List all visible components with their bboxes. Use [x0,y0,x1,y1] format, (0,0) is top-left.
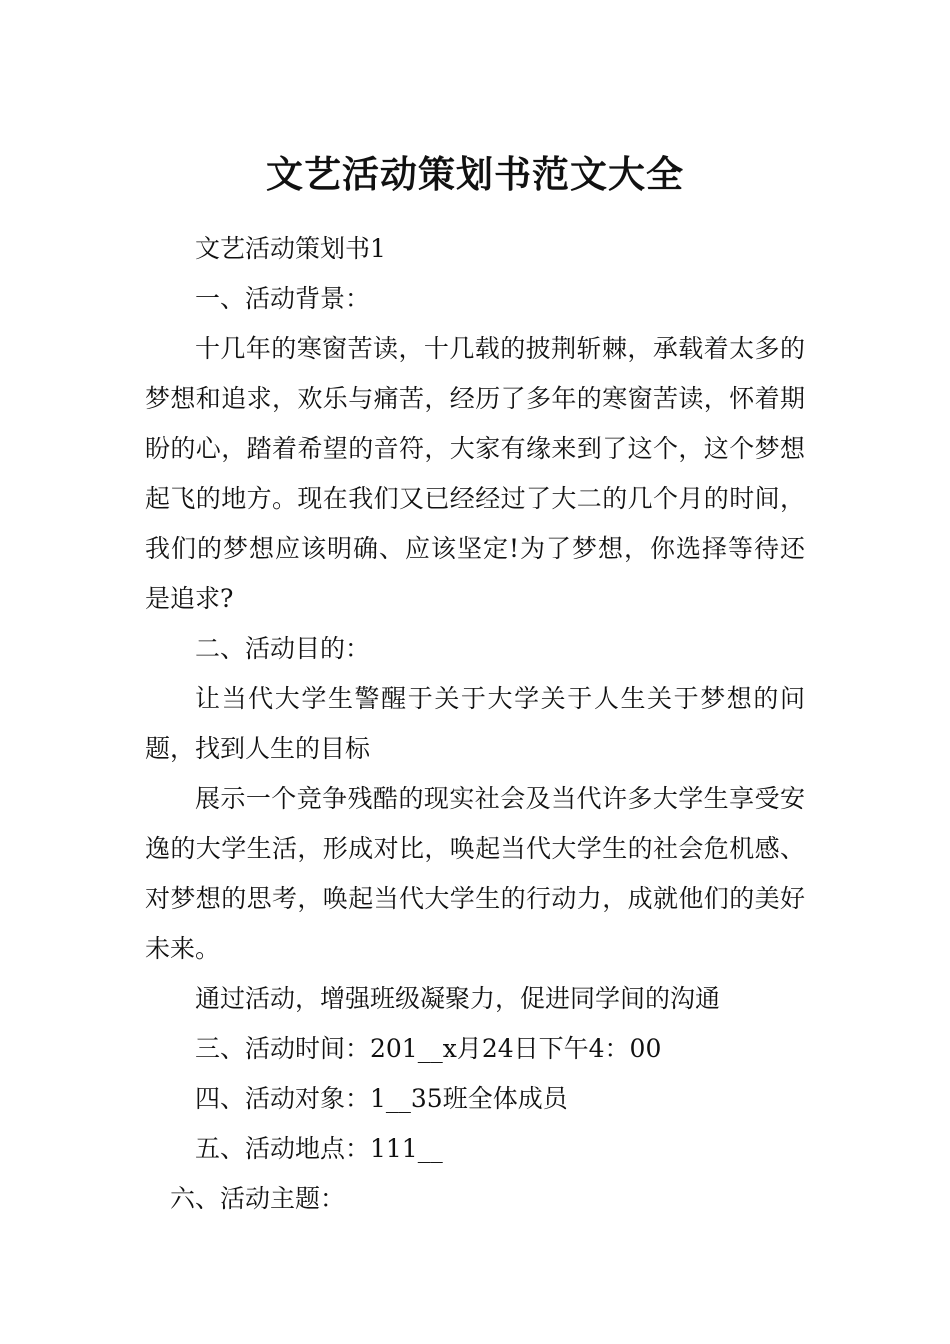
section-heading-background: 一、活动背景： [195,284,371,313]
paragraph-purpose-1: 让当代大学生警醒于关于大学关于人生关于梦想的问题，找到人生的目标 [145,684,805,763]
section-heading-location: 五、活动地点：111__ [195,1134,443,1163]
paragraph-background: 十几年的寒窗苦读，十几载的披荆斩棘，承载着太多的梦想和追求，欢乐与痛苦，经历了多年的寒窗苦读，怀着期盼的心，踏着希望的音符，大家有缘来到了这个，这个梦想起飞的地方。现在我们又已经经过了大二的几个月的时间，我们的梦想应该明确、应该坚定!为了梦想，你选择等待还是追求? [145,334,805,613]
section-heading-plan-1: 文艺活动策划书1 [195,234,386,263]
section-heading-time: 三、活动时间：201__x月24日下午4：00 [195,1034,662,1063]
section-heading-purpose: 二、活动目的： [195,634,371,663]
section-heading-theme: 六、活动主题： [170,1184,346,1213]
section-heading-target: 四、活动对象：1__35班全体成员 [195,1084,568,1113]
document-body [145,224,805,1224]
document-title: 文艺活动策划书范文大全 [266,152,684,196]
paragraph-purpose-2: 展示一个竞争残酷的现实社会及当代许多大学生享受安逸的大学生活，形成对比，唤起当代大学生的社会危机感、对梦想的思考，唤起当代大学生的行动力，成就他们的美好未来。 [145,784,805,963]
paragraph-purpose-3: 通过活动，增强班级凝聚力，促进同学间的沟通 [195,984,721,1013]
